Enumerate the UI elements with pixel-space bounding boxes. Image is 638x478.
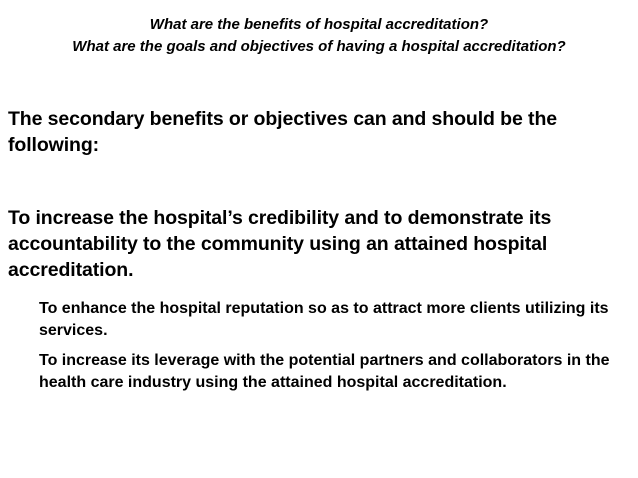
subpoint-reputation: To enhance the hospital reputation so as to attract more clients utilizing its services.	[39, 300, 609, 339]
title-line-1: What are the benefits of hospital accreditation?	[149, 16, 489, 33]
title-line-2: What are the goals and objectives of having a hospital accreditation?	[72, 38, 566, 55]
slide-title	[0, 14, 638, 58]
intro-paragraph: The secondary benefits or objectives can and should be the following:	[8, 108, 557, 156]
main-point-credibility: To increase the hospital’s credibility and to demonstrate its accountability to the community using an attained hospital accreditation.	[8, 207, 552, 281]
subpoint-leverage: To increase its leverage with the potential partners and collaborators in the health care industry using the attained hospital accreditation.	[39, 352, 610, 391]
